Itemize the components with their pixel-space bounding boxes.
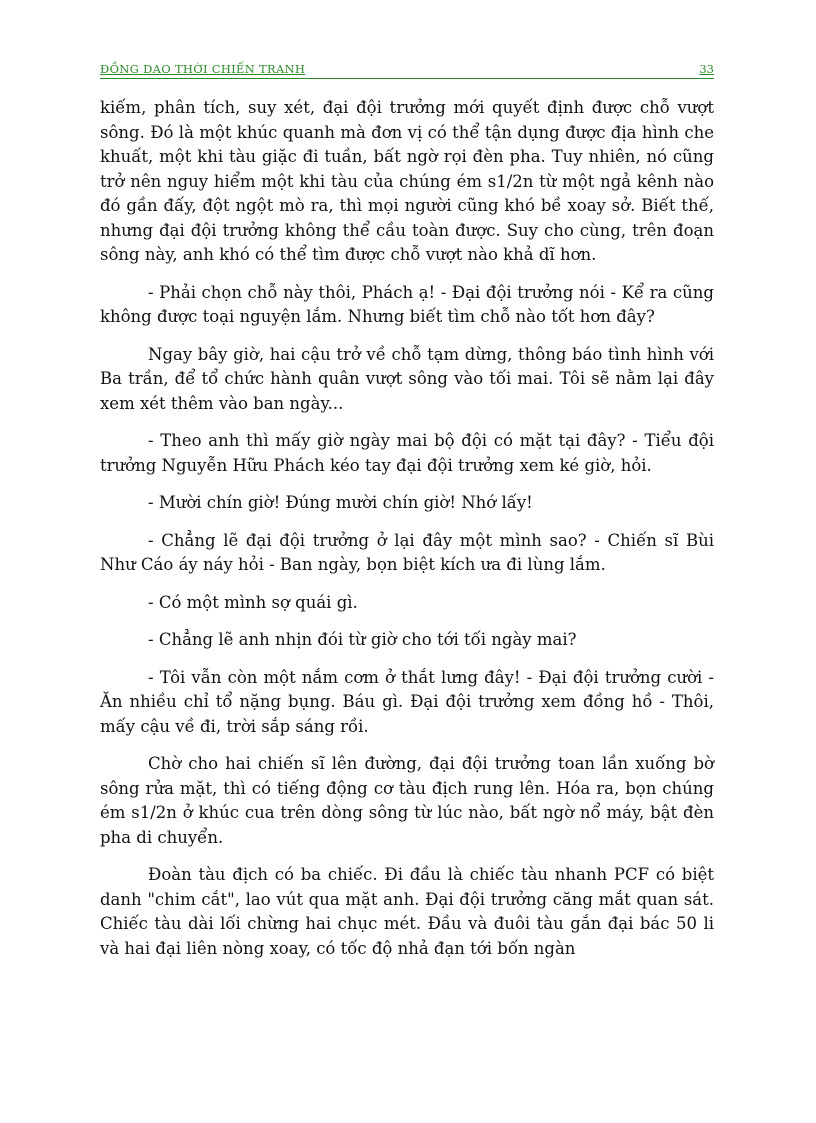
body-text [100, 96, 714, 974]
paragraph: - Mười chín giờ! Đúng mười chín giờ! Nhớ lấy! [148, 493, 533, 512]
paragraph: Đoàn tàu địch có ba chiếc. Đi đầu là chiếc tàu nhanh PCF có biệt danh "chim cắt", lao vút qua mặt anh. Đại đội trưởng căng mắt quan sát. Chiếc tàu dài lối chừng hai chục mét. Đầu và đuôi tàu gắn đại bác 50 li và hai đại liên nòng xoay, có tốc độ nhả đạn tới bốn ngàn [100, 865, 714, 958]
paragraph: - Chẳng lẽ đại đội trưởng ở lại đây một mình sao? - Chiến sĩ Bùi Như Cáo áy náy hỏi - Ban ngày, bọn biệt kích ưa đi lùng lắm. [100, 530, 714, 574]
page-number: 33 [699, 62, 714, 76]
paragraph: - Phải chọn chỗ này thôi, Phách ạ! - Đại đội trưởng nói - Kể ra cũng không được toại nguyện lắm. Nhưng biết tìm chỗ nào tốt hơn đây? [100, 282, 714, 326]
paragraph: Ngay bây giờ, hai cậu trở về chỗ tạm dừng, thông báo tình hình với Ba trần, để tổ chức hành quân vượt sông vào tối mai. Tôi sẽ nằm lại đây xem xét thêm vào ban ngày... [100, 344, 714, 413]
paragraph: kiếm, phân tích, suy xét, đại đội trưởng mới quyết định được chỗ vượt sông. Đó là một khúc quanh mà đơn vị có thể tận dụng được địa hình che khuất, một khi tàu giặc đi tuần, bất ngờ rọi đèn pha. Tuy nhiên, nó cũng trở nên nguy hiểm một khi tàu của chúng ém s1/2n từ một ngả kênh nào đó gần đấy, đột ngột mò ra, thì mọi người cũng khó bề xoay sở. Biết thế, nhưng đại đội trưởng không thể cầu toàn được. Suy cho cùng, trên đoạn sông này, anh khó có thể tìm được chỗ vượt nào khả dĩ hơn. [100, 98, 714, 264]
paragraph: - Chẳng lẽ anh nhịn đói từ giờ cho tới tối ngày mai? [148, 630, 577, 649]
paragraph: - Theo anh thì mấy giờ ngày mai bộ đội có mặt tại đây? - Tiểu đội trưởng Nguyễn Hữu Phách kéo tay đại đội trưởng xem ké giờ, hỏi. [100, 431, 714, 475]
paragraph: Chờ cho hai chiến sĩ lên đường, đại đội trưởng toan lần xuống bờ sông rửa mặt, thì có tiếng động cơ tàu địch rung lên. Hóa ra, bọn chúng ém s1/2n ở khúc cua trên dòng sông từ lúc nào, bất ngờ nổ máy, bật đèn pha di chuyển. [100, 754, 714, 847]
page-header [100, 62, 714, 79]
running-header-title: ĐỒNG DAO THỜI CHIẾN TRANH [100, 62, 306, 76]
paragraph: - Tôi vẫn còn một nắm cơm ở thắt lưng đây! - Đại đội trưởng cười - Ăn nhiều chỉ tổ nặng bụng. Báu gì. Đại đội trưởng xem đồng hồ - Thôi, mấy cậu về đi, trời sắp sáng rồi. [100, 667, 714, 736]
paragraph: - Có một mình sợ quái gì. [148, 592, 358, 612]
